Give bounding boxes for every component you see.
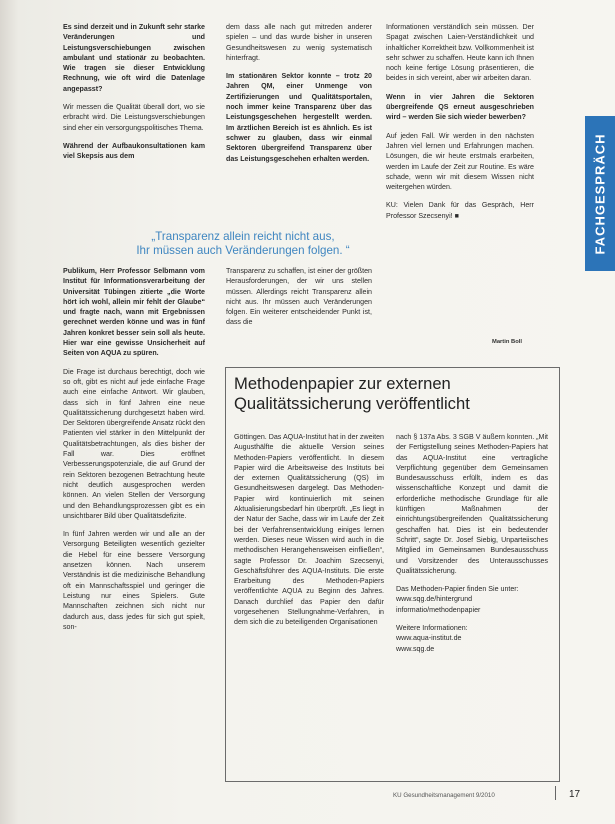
answer-text: dem dass alle nach gut mitreden anderer spielen – und das wurde bisher in unseren Gesundheitswesen zu wenig systematisch hinterfragt. (226, 23, 372, 62)
pull-quote (98, 230, 388, 258)
link-text[interactable]: www.aqua-institut.de (396, 634, 462, 643)
column-2-bottom (226, 266, 372, 336)
footer-divider (555, 786, 556, 800)
answer-text: Transparenz zu schaffen, ist einer der größten Herausforderungen, der wir uns stellen müssen. Allerdings reicht Transparenz allein nicht aus. Ihr müssen auch Veränderungen folgen. Ein weiterer entscheidender Punkt ist, dass die (226, 267, 372, 327)
closing-text: KU: Vielen Dank für das Gespräch, Herr Professor Szecsenyi! ■ (386, 201, 534, 220)
answer-text: Informationen verständlich sein müssen. Der Spagat zwischen Laien-Verständlichkeit und inhaltlicher Korrektheit bzw. Vollkommenheit ist sehr schwer zu schaffen. Heute kann ich Ihnen noch keine fertige Lösung präsentieren, die beides in sich vereint, aber wir arbeiten daran. (386, 23, 534, 83)
news-text: Das Methoden-Papier finden Sie unter: (396, 585, 519, 594)
column-3-top (386, 22, 534, 229)
news-box (225, 367, 560, 782)
news-box-column-right (396, 432, 548, 654)
news-text: nach § 137a Abs. 3 SGB V äußern konnten. „Mit der Fertigstellung seines Methoden-Papiers hat das AQUA-Institut eine vertragliche Verpflichtung gegenüber dem Gemeinsamen Bundesausschuss erfüllt, indem es das wissenschaftliche Konzept und damit die erforderliche methodische Grundlage für alle künftigen Maßnahmen der einrichtungsübergreifenden Qualitätssicherung geschaffen hat. Dies ist ein bedeutender Schritt“, sagte Dr. Josef Siebig, Unparteiisches Mitglied im Gemeinsamen Bundesausschuss und Vorsitzender des Unterausschusses Qualitätssicherung. (396, 433, 548, 575)
column-1-top (63, 22, 205, 170)
question-text: Wenn in vier Jahren die Sektoren übergreifende QS erneut ausgeschrieben wird – werden Sie sich wieder bewerben? (386, 92, 534, 122)
link-text[interactable]: informatio/methodenpapier (396, 605, 481, 614)
page-number: 17 (569, 789, 581, 800)
answer-text: Auf jeden Fall. Wir werden in den nächsten Jahren viel lernen und Erfahrungen machen. Lösungen, die wir heute erstmals erarbeiten, werden im Laufe der Zeit zur Routine. Es wäre schade, wenn wir mit diesem Wissen nicht weitergehen würden. (386, 131, 534, 192)
question-text: Publikum, Herr Professor Selbmann vom Institut für Informationsverarbeitung der Universität Tübingen zitierte „die Worte hört ich wohl, allein mir fehlt der Glaube“ und fragte nach, wann mit Ergebnissen gerechnet werden könne und was in fünf Jahren konkret besser sein soll als heute. Hier war eine gewisse Unsicherheit auf Seiten von AQUA zu spüren. (63, 267, 205, 358)
answer-text: Wir messen die Qualität überall dort, wo sie erbracht wird. Die Leistungsverschiebungen sind eher ein versorgungspolitisches Thema. (63, 103, 205, 132)
link-text[interactable]: www.sqg.de (396, 644, 435, 653)
column-1-bottom (63, 266, 205, 640)
news-box-title: Methodenpapier zur externen Qualitätssicherung veröffentlicht (234, 374, 470, 413)
column-2-top (226, 22, 372, 172)
answer-text: Die Frage ist durchaus berechtigt, doch wie so oft, gibt es nicht auf jede einfache Frage auch eine einfache Antwort. Wir glauben, dass sich in fünf Jahren eine neue Qualitätssicherung durchgesetzt haben wird. Der Sektoren übergreifende Ansatz rückt den Patienten viel stärker in den Mittelpunkt der Qualitätsbetrachtungen, als dies bisher der Fall war. Dies eröffnet Verbesserungspotenziale, die auf Grund der rein Sektoren bezogenen Betrachtung heute nicht deutlich ausgesprochen werden können. An vielen Stellen der Versorgung und den Behandlungsprozessen gibt es ein unsichtbarer Bild über Qualitätsdefizite. (63, 367, 205, 520)
author-name: Martin Boll (492, 339, 522, 345)
answer-text: In fünf Jahren werden wir und alle an der Versorgung Beteiligten wesentlich gezielter die Hebel für eine bessere Versorgung ansetzen können. Nach unserem Verständnis ist die medizinische Behandlung oft ein Mannschaftsspiel und geringer die Leistung nur eines Spielers. Gute Mannschaften zeichnen sich nicht nur dadurch aus, dass jedes für sich gut spielt, son- (63, 530, 205, 631)
section-tab-label: FACHGESPRÄCH (592, 132, 608, 255)
news-box-column-left (234, 432, 384, 636)
link-text[interactable]: www.sqg.de/hintergrund (396, 595, 473, 604)
question-text: Im stationären Sektor konnte – trotz 20 Jahren QM, einer Unmenge von Zertifizierungen und Qualitätsportalen, noch immer keine Transparenz über das Leistungsgeschehen hergestellt werden. Im ärztlichen Bereich ist es ähnlich. Es ist schwer zu glauben, dass wir einmal Sektoren übergreifend Transparenz über das Leistungsgeschehen erhalten werden. (226, 72, 372, 163)
pull-quote-line-2: Ihr müssen auch Veränderungen folgen. “ (136, 244, 350, 257)
question-text: Es sind derzeit und in Zukunft sehr starke Veränderungen und Leistungsverschiebungen zwischen ambulant und stationär zu beobachten. Wie tragen sie dieser Entwicklung Rechnung, wie oft wird die Datenlage angepasst? (63, 23, 205, 93)
news-text: Göttingen. Das AQUA-Institut hat in der zweiten Augusthälfte die aktuelle Version seines Methoden-Papiers veröffentlicht. In diesem Papier wird die Arbeitsweise des Instituts bei der externen Qualitätssicherung (QS) im Gesundheitswesen dargelegt. Das Methoden-Papier wird kontinuierlich mit seinen Aktualisierungsbedarf hin überprüft. „Es liegt in der Natur der Sache, dass wir im Laufe der Zeit bei der Verfahrensentwicklung einiges lernen werden. Dieses neue Wissen wird auch in die methodischen Herangehensweisen einfließen“, sagte Professor Dr. Joachim Szecsenyi, Geschäftsführer des AQUA-Instituts. Die erste Erarbeitung des Methoden-Papiers veröffentlichte AQUA zu Beginn des Jahres. Danach durchlief das Papier den dafür vorgesehenen Stellungnahme-Verfahren, in dem sich die zu beteiligenden Organisationen (234, 433, 384, 627)
news-text: Weitere Informationen: (396, 624, 468, 633)
section-tab (585, 116, 615, 271)
question-text: Während der Aufbaukonsultationen kam viel Skepsis aus dem (63, 141, 205, 161)
footer-text: KU Gesundheitsmanagement 9/2010 (393, 792, 495, 799)
pull-quote-line-1: „Transparenz allein reicht nicht aus, (151, 230, 335, 243)
